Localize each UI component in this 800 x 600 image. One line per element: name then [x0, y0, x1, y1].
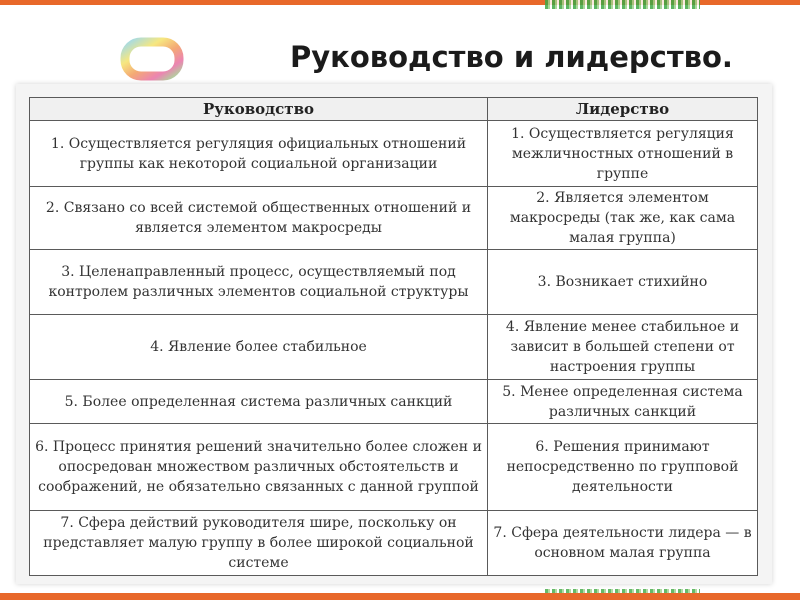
rainbow-ring-logo-icon	[118, 36, 186, 82]
header-leadership-informal: Лидерство	[488, 98, 758, 121]
management-cell: 4. Явление более стабильное	[30, 315, 488, 380]
management-cell: 6. Процесс принятия решений значительно более сложен и опосредован множеством различных обстоятельств и соображений, не обязательно связанных с данной группой	[30, 424, 488, 511]
management-cell: 5. Более определенная система различных санкций	[30, 380, 488, 424]
table-row	[30, 187, 758, 250]
leadership-cell: 6. Решения принимают непосредственно по групповой деятельности	[488, 424, 758, 511]
table-header-row	[30, 98, 758, 121]
leadership-cell: 4. Явление менее стабильное и зависит в большей степени от настроения группы	[488, 315, 758, 380]
leadership-cell: 2. Является элементом макросреды (так же, как сама малая группа)	[488, 187, 758, 250]
table-row	[30, 511, 758, 576]
leadership-cell: 3. Возникает стихийно	[488, 250, 758, 315]
leadership-cell: 5. Менее определенная система различных санкций	[488, 380, 758, 424]
table-row	[30, 315, 758, 380]
table-row	[30, 121, 758, 187]
comparison-table	[29, 97, 758, 576]
leadership-cell: 7. Сфера деятельности лидера — в основном малая группа	[488, 511, 758, 576]
table-row	[30, 424, 758, 511]
table-row	[30, 250, 758, 315]
page-title: Руководство и лидерство.	[290, 40, 733, 74]
top-dot-pattern	[545, 0, 700, 9]
bottom-accent-bar	[0, 593, 800, 600]
header-leadership-management: Руководство	[30, 98, 488, 121]
management-cell: 2. Связано со всей системой общественных отношений и является элементом макросреды	[30, 187, 488, 250]
leadership-cell: 1. Осуществляется регуляция межличностных отношений в группе	[488, 121, 758, 187]
management-cell: 1. Осуществляется регуляция официальных отношений группы как некоторой социальной организации	[30, 121, 488, 187]
management-cell: 7. Сфера действий руководителя шире, поскольку он представляет малую группу в более широкой социальной системе	[30, 511, 488, 576]
table-row	[30, 380, 758, 424]
management-cell: 3. Целенаправленный процесс, осуществляемый под контролем различных элементов социальной структуры	[30, 250, 488, 315]
